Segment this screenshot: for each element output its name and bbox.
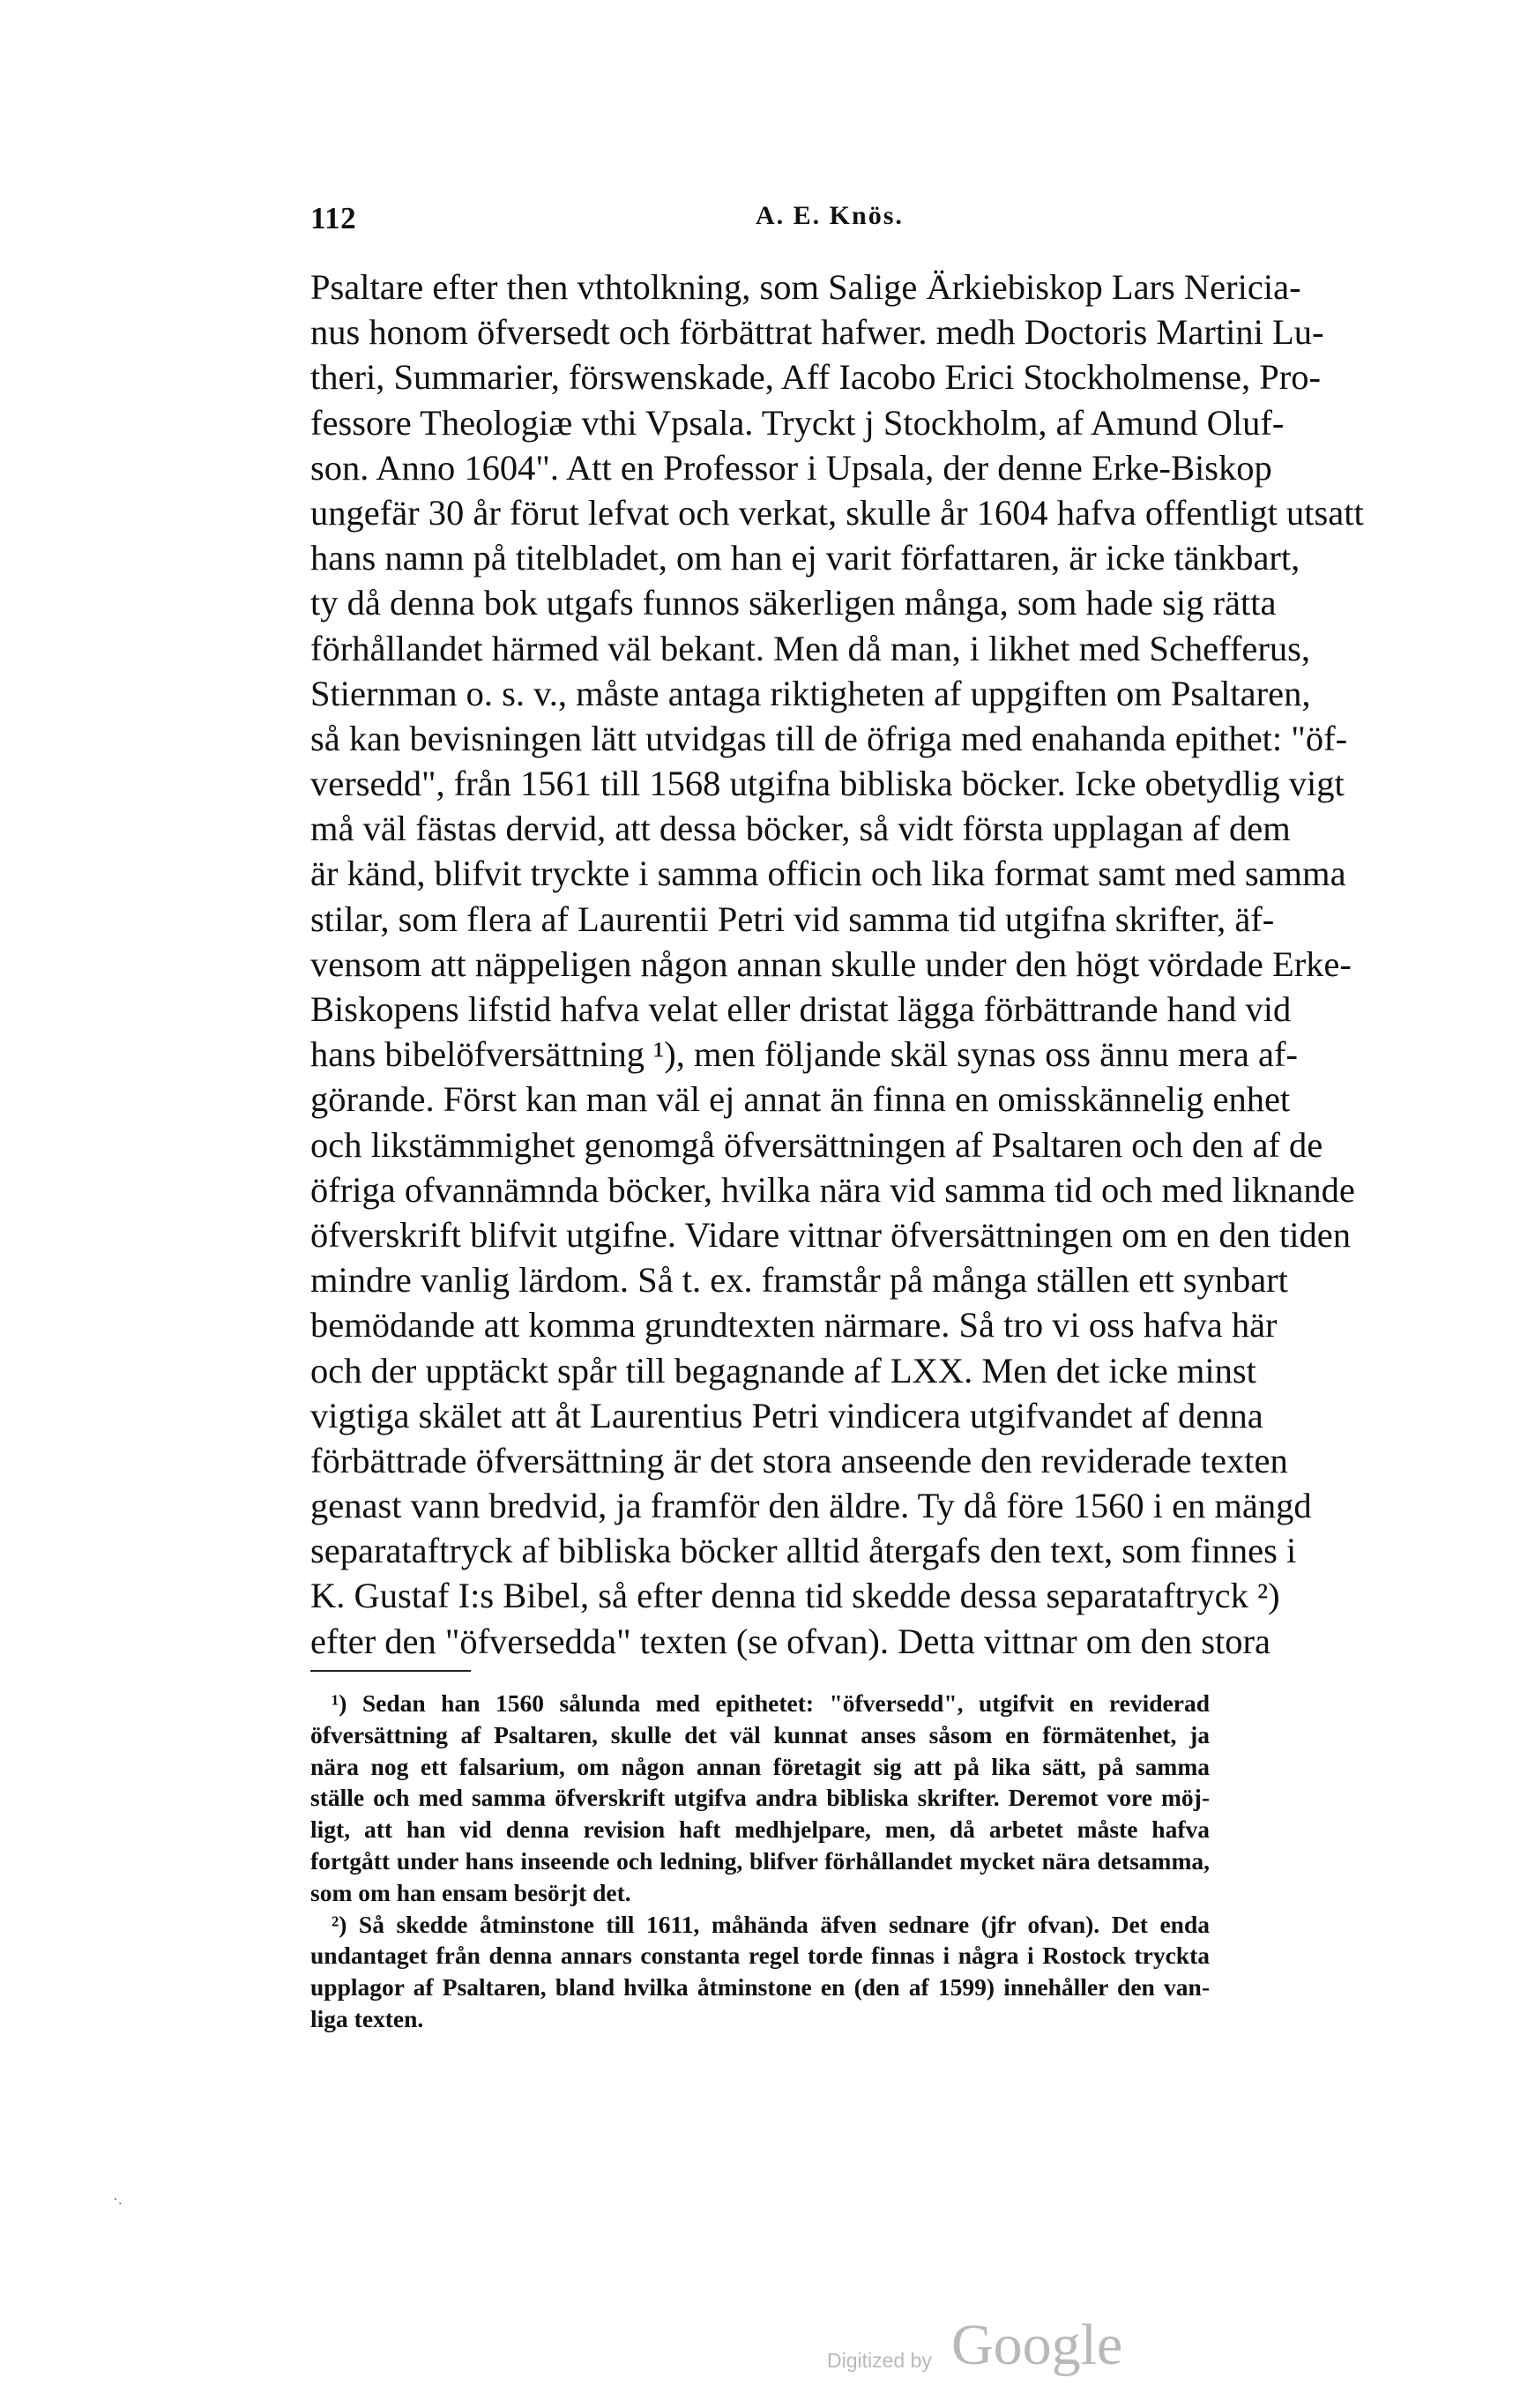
body-line: bemödande att komma grundtexten närmare. Så tro vi oss hafva här xyxy=(310,1305,1278,1346)
footnote-line: fortgått under hans inseende och ledning, blifver förhållandet mycket nära detsamma, xyxy=(310,1846,1210,1875)
body-line: mindre vanlig lärdom. Så t. ex. framstår på många ställen ett synbart xyxy=(310,1260,1288,1301)
body-line: ty då denna bok utgafs funnos säkerligen många, som hade sig rätta xyxy=(310,583,1277,623)
body-line: och likstämmighet genomgå öfversättningen af Psaltaren och den af de xyxy=(310,1124,1323,1165)
footnote-divider xyxy=(310,1670,471,1672)
footnote-line: ligt, att han vid denna revision haft medhjelpare, men, då arbetet måste hafva xyxy=(310,1815,1210,1844)
body-line: separataftryck af bibliska böcker alltid återgafs den text, som finnes i xyxy=(310,1531,1297,1571)
body-line: Psaltare efter then vthtolkning, som Salige Ärkiebiskop Lars Nericia- xyxy=(310,267,1301,307)
body-line: vensom att näppeligen någon annan skulle under den högt vördade Erke- xyxy=(310,943,1352,984)
body-line: ungefär 30 år förut lefvat och verkat, skulle år 1604 hafva offentligt utsatt xyxy=(310,492,1364,533)
footnote-line: öfversättning af Psaltaren, skulle det väl kunnat anses såsom en förmätenhet, ja xyxy=(310,1720,1210,1748)
body-line: hans bibelöfversättning ¹), men följande skäl synas oss ännu mera af- xyxy=(310,1034,1298,1075)
footnote-line: som om han ensam besörjt det. xyxy=(310,1878,631,1906)
body-line: öfriga ofvannämnda böcker, hvilka nära vid samma tid och med liknande xyxy=(310,1169,1355,1210)
body-line: theri, Summarier, förswenskade, Aff Iacobo Erici Stockholmense, Pro- xyxy=(310,357,1321,398)
page-header xyxy=(310,201,1210,240)
body-line: Stiernman o. s. v., måste antaga riktigheten af uppgiften om Psaltaren, xyxy=(310,673,1311,713)
google-logo: Google xyxy=(951,2313,1123,2377)
footnote-line: liga texten. xyxy=(310,2004,424,2032)
body-line: och der upptäckt spår till begagnande af LXX. Men det icke minst xyxy=(310,1350,1256,1390)
body-line: görande. Först kan man väl ej annat än finna en omisskännelig enhet xyxy=(310,1079,1291,1120)
body-line: så kan bevisningen lätt utvidgas till de öfriga med enahanda epithet: "öf- xyxy=(310,718,1348,758)
page-number: 112 xyxy=(310,201,357,235)
footnote-line: ¹) Sedan han 1560 sålunda med epithetet: "öfversedd", utgifvit en reviderad xyxy=(332,1689,1210,1717)
body-line: genast vann bredvid, ja framför den äldre. Ty då före 1560 i en mängd xyxy=(310,1486,1312,1526)
body-line: versedd", från 1561 till 1568 utgifna bibliska böcker. Icke obetydlig vigt xyxy=(310,764,1345,804)
watermark-prefix: Digitized by xyxy=(827,2349,932,2372)
footnote-line: nära nog ett falsarium, om någon annan företagit sig att på lika sätt, på samma xyxy=(310,1752,1210,1780)
body-line: efter den "öfversedda" texten (se ofvan). Detta vittnar om den stora xyxy=(310,1621,1271,1661)
running-head: A. E. Knös. xyxy=(756,201,904,230)
footnotes xyxy=(310,1688,1210,2035)
body-line: stilar, som flera af Laurentii Petri vid samma tid utgifna skrifter, äf- xyxy=(310,898,1275,939)
body-line: förbättrade öfversättning är det stora anseende den reviderade texten xyxy=(310,1440,1288,1480)
footnote-line: undantaget från denna annars constanta regel torde finnas i några i Rostock tryckta xyxy=(310,1942,1210,1970)
body-line: son. Anno 1604". Att en Professor i Upsala, der denne Erke-Biskop xyxy=(310,447,1272,488)
body-line: må väl fästas dervid, att dessa böcker, så vidt första upplagan af dem xyxy=(310,809,1291,849)
digitization-watermark xyxy=(827,2310,1153,2389)
body-line: förhållandet härmed väl bekant. Men då man, i likhet med Schefferus, xyxy=(310,628,1310,668)
body-line: hans namn på titelbladet, om han ej varit författaren, är icke tänkbart, xyxy=(310,538,1300,578)
footnote-line: upplagor af Psaltaren, bland hvilka åtminstone en (den af 1599) innehåller den van- xyxy=(310,1973,1210,2002)
footnote-line: ²) Så skedde åtminstone till 1611, måhända äfven sednare (jfr ofvan). Det enda xyxy=(332,1910,1210,1938)
main-text xyxy=(310,265,1364,1664)
body-line: nus honom öfversedt och förbättrat hafwer. medh Doctoris Martini Lu- xyxy=(310,312,1324,353)
body-line: vigtiga skälet att åt Laurentius Petri vindicera utgifvandet af denna xyxy=(310,1395,1263,1435)
body-line: är känd, blifvit tryckte i samma officin och lika format samt med samma xyxy=(310,854,1346,894)
body-line: Biskopens lifstid hafva velat eller dristat lägga förbättrande hand vid xyxy=(310,989,1292,1029)
footnote-line: ställe och med samma öfverskrift utgifva andra bibliska skrifter. Deremot vore möj- xyxy=(310,1784,1210,1812)
body-line: fessore Theologiæ vthi Vpsala. Tryckt j Stockholm, af Amund Oluf- xyxy=(310,402,1285,443)
scan-speck: ·. xyxy=(113,2190,123,2208)
body-line: öfverskrift blifvit utgifne. Vidare vittnar öfversättningen om en den tiden xyxy=(310,1214,1351,1255)
body-line: K. Gustaf I:s Bibel, så efter denna tid skedde dessa separataftryck ²) xyxy=(310,1576,1280,1616)
